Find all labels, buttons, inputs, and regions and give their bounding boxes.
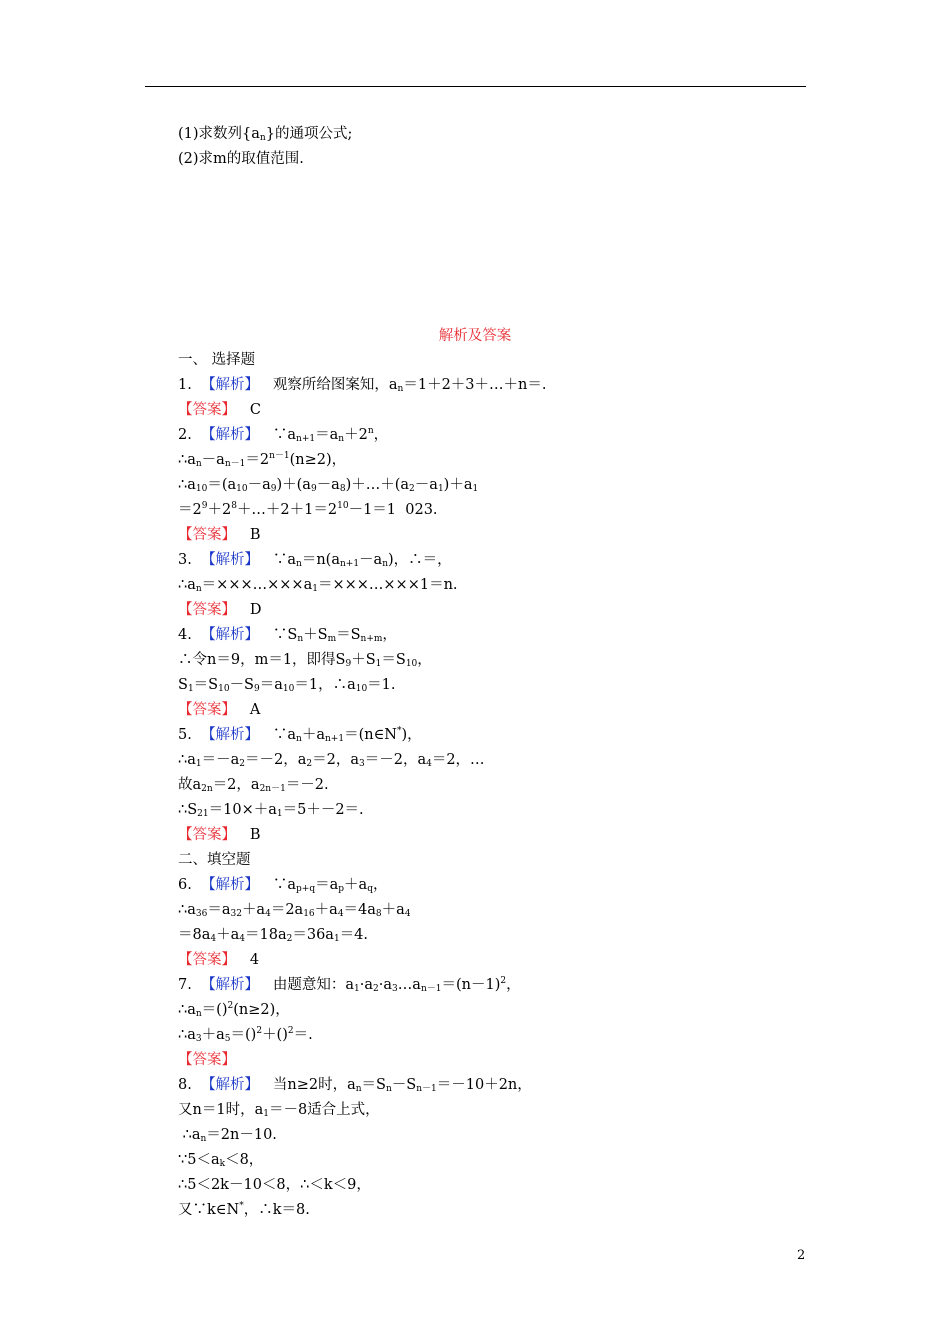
answer-label: 【答案】 <box>178 1052 236 1068</box>
answer-label: 【答案】 <box>178 827 236 843</box>
answer-label: 【答案】 <box>178 602 236 618</box>
solution-3: 3. 【解析】 $\because a_n=n(a_{n+1}-a_n)$，∴＝， <box>178 552 452 569</box>
solution-5: 5. 【解析】 $\because a_n+a_{n+1}=(n\in N^*)$， <box>178 726 422 744</box>
solution-4: 4. 【解析】 $\because S_n+S_m=S_{n+m}$， <box>178 627 397 644</box>
solution-line: $\because 5<a_k<8$， <box>178 1152 264 1169</box>
solution-line: 又∵k∈N*，∴k＝8. <box>178 1201 310 1218</box>
question-parts <box>178 122 352 172</box>
solutions <box>178 348 546 1223</box>
analysis-label: 【解析】 <box>201 877 260 893</box>
section-title: 解析及答案 <box>438 328 512 344</box>
answer-3: 【答案】 D <box>178 602 262 618</box>
solution-line: $\therefore a_n-a_{n-1}=2^{n-1}(n\ge 2)$， <box>178 451 347 469</box>
solution-line: 故$a_{2n}=2$，$a_{2n-1}=-2$. <box>178 777 329 794</box>
solution-2: 2. 【解析】 $\because a_{n+1}=a_n+2^n$， <box>178 426 389 444</box>
solution-line: ∴令n＝9，m＝1，即得$S_9+S_1=S_{10}$， <box>178 652 432 669</box>
answer-5: 【答案】 B <box>178 827 261 843</box>
solution-line: $\therefore S_{21}=10\times+a_1=5+-2=$. <box>178 802 364 819</box>
answer-7 <box>178 1048 546 1073</box>
question-part-1: (1)求数列$\{a_n\}$的通项公式; <box>178 126 353 143</box>
answer-6: 【答案】 4 <box>178 952 260 968</box>
solution-line: $=8a_4+a_4=18a_2=36a_1=4$. <box>178 927 369 944</box>
solution-line: $\therefore a_{36}=a_{32}+a_4=2a_{16}+a_4=4a_8+a_4$ <box>178 902 411 919</box>
solution-line: $S_1=S_{10}-S_9=a_{10}=1$，$\therefore a_{10}=1$. <box>178 677 396 694</box>
answer-label: 【答案】 <box>178 702 236 718</box>
analysis-label: 【解析】 <box>201 427 260 443</box>
solution-line: ∴5＜2k－10＜8，∴＜k＜9， <box>178 1177 371 1193</box>
analysis-label: 【解析】 <box>201 727 260 743</box>
page-number: 2 <box>797 1248 806 1263</box>
analysis-label: 【解析】 <box>201 627 260 643</box>
solution-line: $\therefore a_1=-a_2=-2$，$a_2=2$，$a_3=-2$，$a_4=2$，… <box>178 752 485 769</box>
answer-label: 【答案】 <box>178 402 236 418</box>
analysis-label: 【解析】 <box>201 377 260 393</box>
analysis-label: 【解析】 <box>201 977 260 993</box>
solution-line: $=2^9+2^8+\dots+2+1=2^{10}-1=1$ 023. <box>178 501 438 518</box>
analysis-label: 【解析】 <box>201 552 260 568</box>
solution-1: 1. 【解析】 观察所给图案知，$a_n=1+2+3+\dots+n=$. <box>178 377 547 394</box>
solution-line: $\therefore a_{10}=(a_{10}-a_9)+(a_9-a_8)+\dots+(a_2-a_1)+a_1$ <box>178 477 479 494</box>
solution-7: 7. 【解析】 由题意知：$a_1\cdot a_2\cdot a_3\dots a_{n-1}=(n-1)^2$， <box>178 976 521 994</box>
answer-label: 【答案】 <box>178 952 236 968</box>
section-heading-choice: 一、 选择题 <box>178 352 256 368</box>
solution-line: $\therefore a_n=()^2(n\ge 2)$， <box>178 1001 290 1019</box>
section-heading-fill: 二、填空题 <box>178 852 251 868</box>
question-part-2: (2)求m的取值范围. <box>178 151 304 167</box>
analysis-label: 【解析】 <box>201 1077 260 1093</box>
solution-line: $\therefore a_n=2n-10$. <box>178 1127 277 1144</box>
header-rule <box>145 86 806 87</box>
solution-line: $\therefore a_3+a_5=()^2+()^2=$. <box>178 1026 313 1044</box>
solution-line: 又n＝1时，$a_1=-8$适合上式， <box>178 1102 380 1119</box>
solution-8: 8. 【解析】 当n≥2时，$a_n=S_n-S_{n-1}=-10+2n$， <box>178 1077 532 1094</box>
answer-4: 【答案】 A <box>178 702 261 718</box>
solution-line: $\therefore a_n=\times\times\times\dots\times\times\times a_1=\times\times\times\dots\times\times\times 1=n$. <box>178 577 458 594</box>
answer-2: 【答案】 B <box>178 527 261 543</box>
answer-label: 【答案】 <box>178 527 236 543</box>
solution-6: 6. 【解析】 $\because a_{p+q}=a_p+a_q$， <box>178 877 388 894</box>
answer-1: 【答案】 C <box>178 402 261 418</box>
